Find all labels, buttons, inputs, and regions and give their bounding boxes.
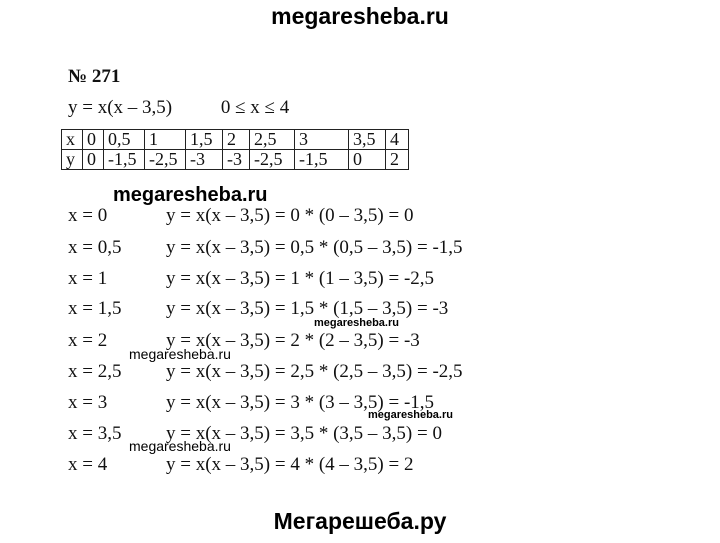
calculation-row (68, 205, 413, 227)
calculation-expression: y = x(x – 3,5) = 0 * (0 – 3,5) = 0 (166, 205, 414, 226)
table-cell: 0,5 (104, 130, 145, 150)
table-cell: 0 (83, 130, 104, 150)
calculation-row (68, 237, 463, 259)
site-watermark-top: megaresheba.ru (271, 3, 449, 29)
table-row-x (62, 130, 409, 150)
table-cell: -1,5 (104, 150, 145, 170)
table-row-y (62, 150, 409, 170)
calculation-expression: y = x(x – 3,5) = 4 * (4 – 3,5) = 2 (166, 454, 414, 475)
table-cell: -1,5 (295, 150, 349, 170)
table-cell: 0 (83, 150, 104, 170)
value-table (61, 129, 409, 170)
calculation-expression: y = x(x – 3,5) = 3 * (3 – 3,5) = -1,5 (166, 392, 435, 413)
problem-number: № 271 (68, 66, 121, 87)
calculation-row (68, 423, 442, 445)
function-domain: 0 ≤ x ≤ 4 (220, 97, 290, 118)
table-cell: y (62, 150, 83, 170)
calculation-x: x = 1,5 (68, 298, 122, 319)
calculation-row (68, 268, 434, 290)
calculation-x: x = 2,5 (68, 361, 122, 382)
table-cell: 1,5 (186, 130, 223, 150)
calculation-expression: y = x(x – 3,5) = 1,5 * (1,5 – 3,5) = -3 (166, 298, 449, 319)
calculation-x: x = 4 (68, 454, 108, 475)
calculation-row (68, 361, 463, 383)
calculation-x: x = 2 (68, 330, 108, 351)
calculation-expression: y = x(x – 3,5) = 1 * (1 – 3,5) = -2,5 (166, 268, 435, 289)
site-watermark: megaresheba.ru (113, 184, 268, 206)
calculation-x: x = 0 (68, 205, 108, 226)
table-cell: 2 (386, 150, 409, 170)
table-cell: 3,5 (349, 130, 386, 150)
calculation-row (68, 330, 420, 352)
table-cell: -3 (223, 150, 250, 170)
calculation-expression: y = x(x – 3,5) = 2,5 * (2,5 – 3,5) = -2,5 (166, 361, 463, 382)
calculation-x: x = 0,5 (68, 237, 122, 258)
function-line (68, 97, 289, 119)
table-cell: -3 (186, 150, 223, 170)
site-watermark: megaresheba.ru (314, 317, 399, 329)
table-cell: 2,5 (250, 130, 295, 150)
table-cell: 4 (386, 130, 409, 150)
table-cell: 1 (145, 130, 186, 150)
function-formula: y = x(x – 3,5) (68, 97, 173, 118)
calculation-x: x = 3,5 (68, 423, 122, 444)
table-cell: -2,5 (250, 150, 295, 170)
calculation-x: x = 1 (68, 268, 108, 289)
calculation-expression: y = x(x – 3,5) = 0,5 * (0,5 – 3,5) = -1,5 (166, 237, 463, 258)
table-cell: x (62, 130, 83, 150)
calculation-expression: y = x(x – 3,5) = 2 * (2 – 3,5) = -3 (166, 330, 420, 351)
calculation-x: x = 3 (68, 392, 108, 413)
table-cell: -2,5 (145, 150, 186, 170)
site-watermark: megaresheba.ru (129, 346, 231, 362)
calculation-expression: y = x(x – 3,5) = 3,5 * (3,5 – 3,5) = 0 (166, 423, 442, 444)
site-watermark: megaresheba.ru (368, 409, 453, 421)
site-watermark-bottom: Мегарешеба.ру (273, 508, 447, 534)
table-cell: 0 (349, 150, 386, 170)
table-cell: 3 (295, 130, 349, 150)
calculation-row (68, 454, 413, 476)
table-cell: 2 (223, 130, 250, 150)
site-watermark: megaresheba.ru (129, 438, 231, 454)
